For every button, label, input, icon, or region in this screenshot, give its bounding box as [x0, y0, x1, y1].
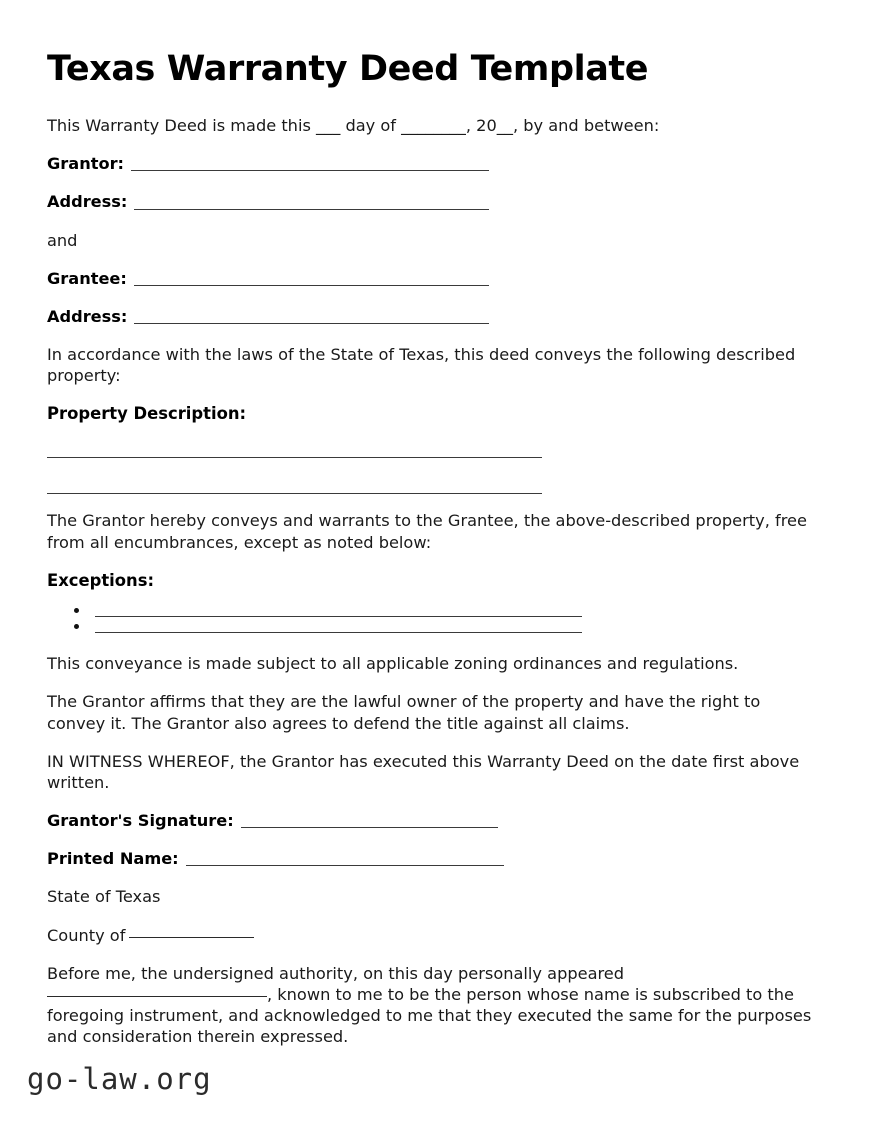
grantor-input-line[interactable] [131, 170, 489, 171]
property-description-label: Property Description: [47, 404, 247, 424]
warrants-paragraph: The Grantor hereby conveys and warrants to the Grantee, the above-described property, free from all encumbrances, except as noted below: [47, 511, 807, 552]
signature-label: Grantor's Signature: [47, 811, 234, 831]
affirmation-paragraph: The Grantor affirms that they are the lawful owner of the property and have the right to convey it. The Grantor also agrees to defend the title against all claims. [47, 692, 761, 733]
exception-input-line-1[interactable] [95, 616, 582, 617]
exceptions-list [47, 608, 822, 634]
grantee-input-line[interactable] [134, 285, 489, 286]
list-item [47, 624, 822, 634]
notary-text-part-1: Before me, the undersigned authority, on this day personally appeared [47, 963, 625, 983]
printed-name-input-line[interactable] [186, 865, 504, 866]
bullet-icon [74, 624, 79, 629]
printed-name-label: Printed Name: [47, 849, 179, 869]
state-line: State of Texas [47, 887, 161, 907]
notary-text-part-2: , known to me to be the person whose name is subscribed to the foregoing instrument, and acknowledged to me that they executed the same for the purposes and consideration therein expressed. [47, 984, 812, 1046]
grantee-address-label: Address: [47, 306, 128, 326]
zoning-paragraph: This conveyance is made subject to all applicable zoning ordinances and regulations. [47, 654, 739, 674]
intro-paragraph: This Warranty Deed is made this ___ day of ________, 20__, by and between: [47, 116, 660, 136]
grantee-address-input-line[interactable] [134, 323, 489, 324]
county-input-line[interactable] [129, 937, 254, 938]
exception-input-line-2[interactable] [95, 632, 582, 633]
grantor-field-row [47, 153, 822, 174]
bullet-icon [74, 608, 79, 613]
conveyance-statement: In accordance with the laws of the State of Texas, this deed conveys the following described property: [47, 344, 796, 385]
county-label: County of [47, 925, 126, 945]
signature-input-line[interactable] [241, 827, 498, 828]
county-field-row [47, 925, 822, 946]
witness-paragraph: IN WITNESS WHEREOF, the Grantor has executed this Warranty Deed on the date first above written. [47, 751, 800, 793]
grantee-label: Grantee: [47, 268, 127, 288]
notary-paragraph [47, 963, 822, 1047]
grantor-address-input-line[interactable] [134, 209, 489, 210]
grantee-address-field-row [47, 306, 822, 327]
grantor-address-field-row [47, 191, 822, 212]
property-description-lines [47, 441, 822, 494]
and-connector: and [47, 230, 78, 250]
grantor-label: Grantor: [47, 154, 125, 174]
signature-field-row [47, 810, 822, 831]
printed-name-field-row [47, 848, 822, 869]
property-description-line-2[interactable] [47, 493, 542, 494]
grantee-field-row [47, 268, 822, 289]
footer-site-url: go-law.org [27, 1062, 212, 1096]
property-description-line-1[interactable] [47, 457, 542, 458]
grantor-address-label: Address: [47, 192, 128, 212]
exceptions-label: Exceptions: [47, 570, 155, 590]
page-title: Texas Warranty Deed Template [47, 49, 649, 89]
list-item [47, 608, 822, 618]
document-body [47, 50, 822, 1047]
notary-name-input-line[interactable] [47, 996, 267, 997]
